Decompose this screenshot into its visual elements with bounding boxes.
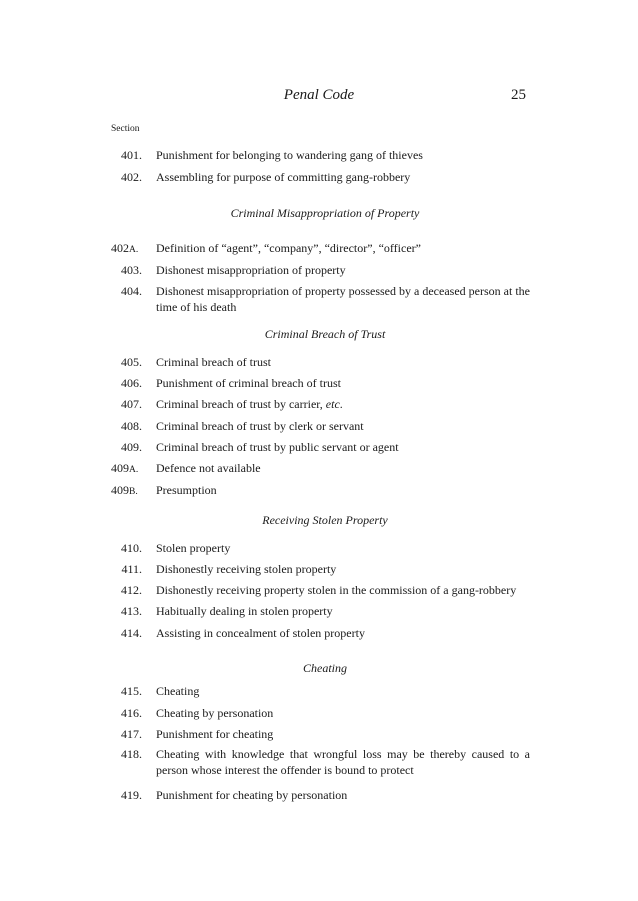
section-number: 410. xyxy=(121,541,142,555)
section-number: 418. xyxy=(121,747,142,761)
section-number: 412. xyxy=(121,583,142,597)
section-title: Criminal breach of trust xyxy=(156,355,271,369)
section-number: 413. xyxy=(121,604,142,618)
section-number: 417. xyxy=(121,727,142,741)
section-title: Presumption xyxy=(156,483,217,497)
section-title: Cheating by personation xyxy=(156,706,274,720)
page-title: Penal Code xyxy=(283,87,355,103)
section-title: Definition of “agent”, “company”, “director”, “officer” xyxy=(156,241,421,255)
section-title: Cheating xyxy=(156,684,200,698)
section-number: 406. xyxy=(121,376,142,390)
section-title: Dishonestly receiving stolen property xyxy=(156,562,337,576)
section-number: 408. xyxy=(121,419,142,433)
section-column-label: Section xyxy=(111,124,140,134)
section-title: Dishonest misappropriation of property xyxy=(156,263,346,277)
chapter-heading: Receiving Stolen Property xyxy=(262,513,388,527)
section-number: 402A. xyxy=(111,241,139,255)
section-title: Punishment for cheating xyxy=(156,727,274,741)
section-title: Punishment for belonging to wandering gang of thieves xyxy=(156,148,423,162)
section-number: 403. xyxy=(121,263,142,277)
section-title: Cheating with knowledge that wrongful loss may be thereby caused to a person whose interest the offender is bound to protect xyxy=(156,747,530,777)
section-title: Criminal breach of trust by carrier, etc. xyxy=(156,397,343,411)
section-number: 415. xyxy=(121,684,142,698)
section-number: 401. xyxy=(121,148,142,162)
chapter-heading: Criminal Misappropriation of Property xyxy=(230,206,420,220)
section-number: 409. xyxy=(121,440,142,454)
section-title: Punishment for cheating by personation xyxy=(156,788,348,802)
section-number: 402. xyxy=(121,170,142,184)
section-title: Criminal breach of trust by clerk or servant xyxy=(156,419,364,433)
section-title: Assembling for purpose of committing gang-robbery xyxy=(156,170,411,184)
section-number: 407. xyxy=(121,397,142,411)
section-title: Assisting in concealment of stolen property xyxy=(156,626,365,640)
section-number: 404. xyxy=(121,284,142,298)
section-title: Defence not available xyxy=(156,461,261,475)
chapter-heading: Criminal Breach of Trust xyxy=(264,327,386,341)
page-number: 25 xyxy=(511,87,526,103)
section-number: 419. xyxy=(121,788,142,802)
section-number: 409B. xyxy=(111,483,138,497)
section-number: 414. xyxy=(121,626,142,640)
section-number: 411. xyxy=(121,562,142,576)
chapter-heading: Cheating xyxy=(303,661,347,675)
section-title: Stolen property xyxy=(156,541,231,555)
section-title: Punishment of criminal breach of trust xyxy=(156,376,341,390)
section-title: Habitually dealing in stolen property xyxy=(156,604,333,618)
section-number: 409A. xyxy=(111,461,139,475)
section-number: 405. xyxy=(121,355,142,369)
section-number: 416. xyxy=(121,706,142,720)
section-title: Dishonest misappropriation of property possessed by a deceased person at the time of his death xyxy=(156,284,530,314)
section-title: Dishonestly receiving property stolen in the commission of a gang-robbery xyxy=(156,583,517,597)
section-title: Criminal breach of trust by public servant or agent xyxy=(156,440,399,454)
